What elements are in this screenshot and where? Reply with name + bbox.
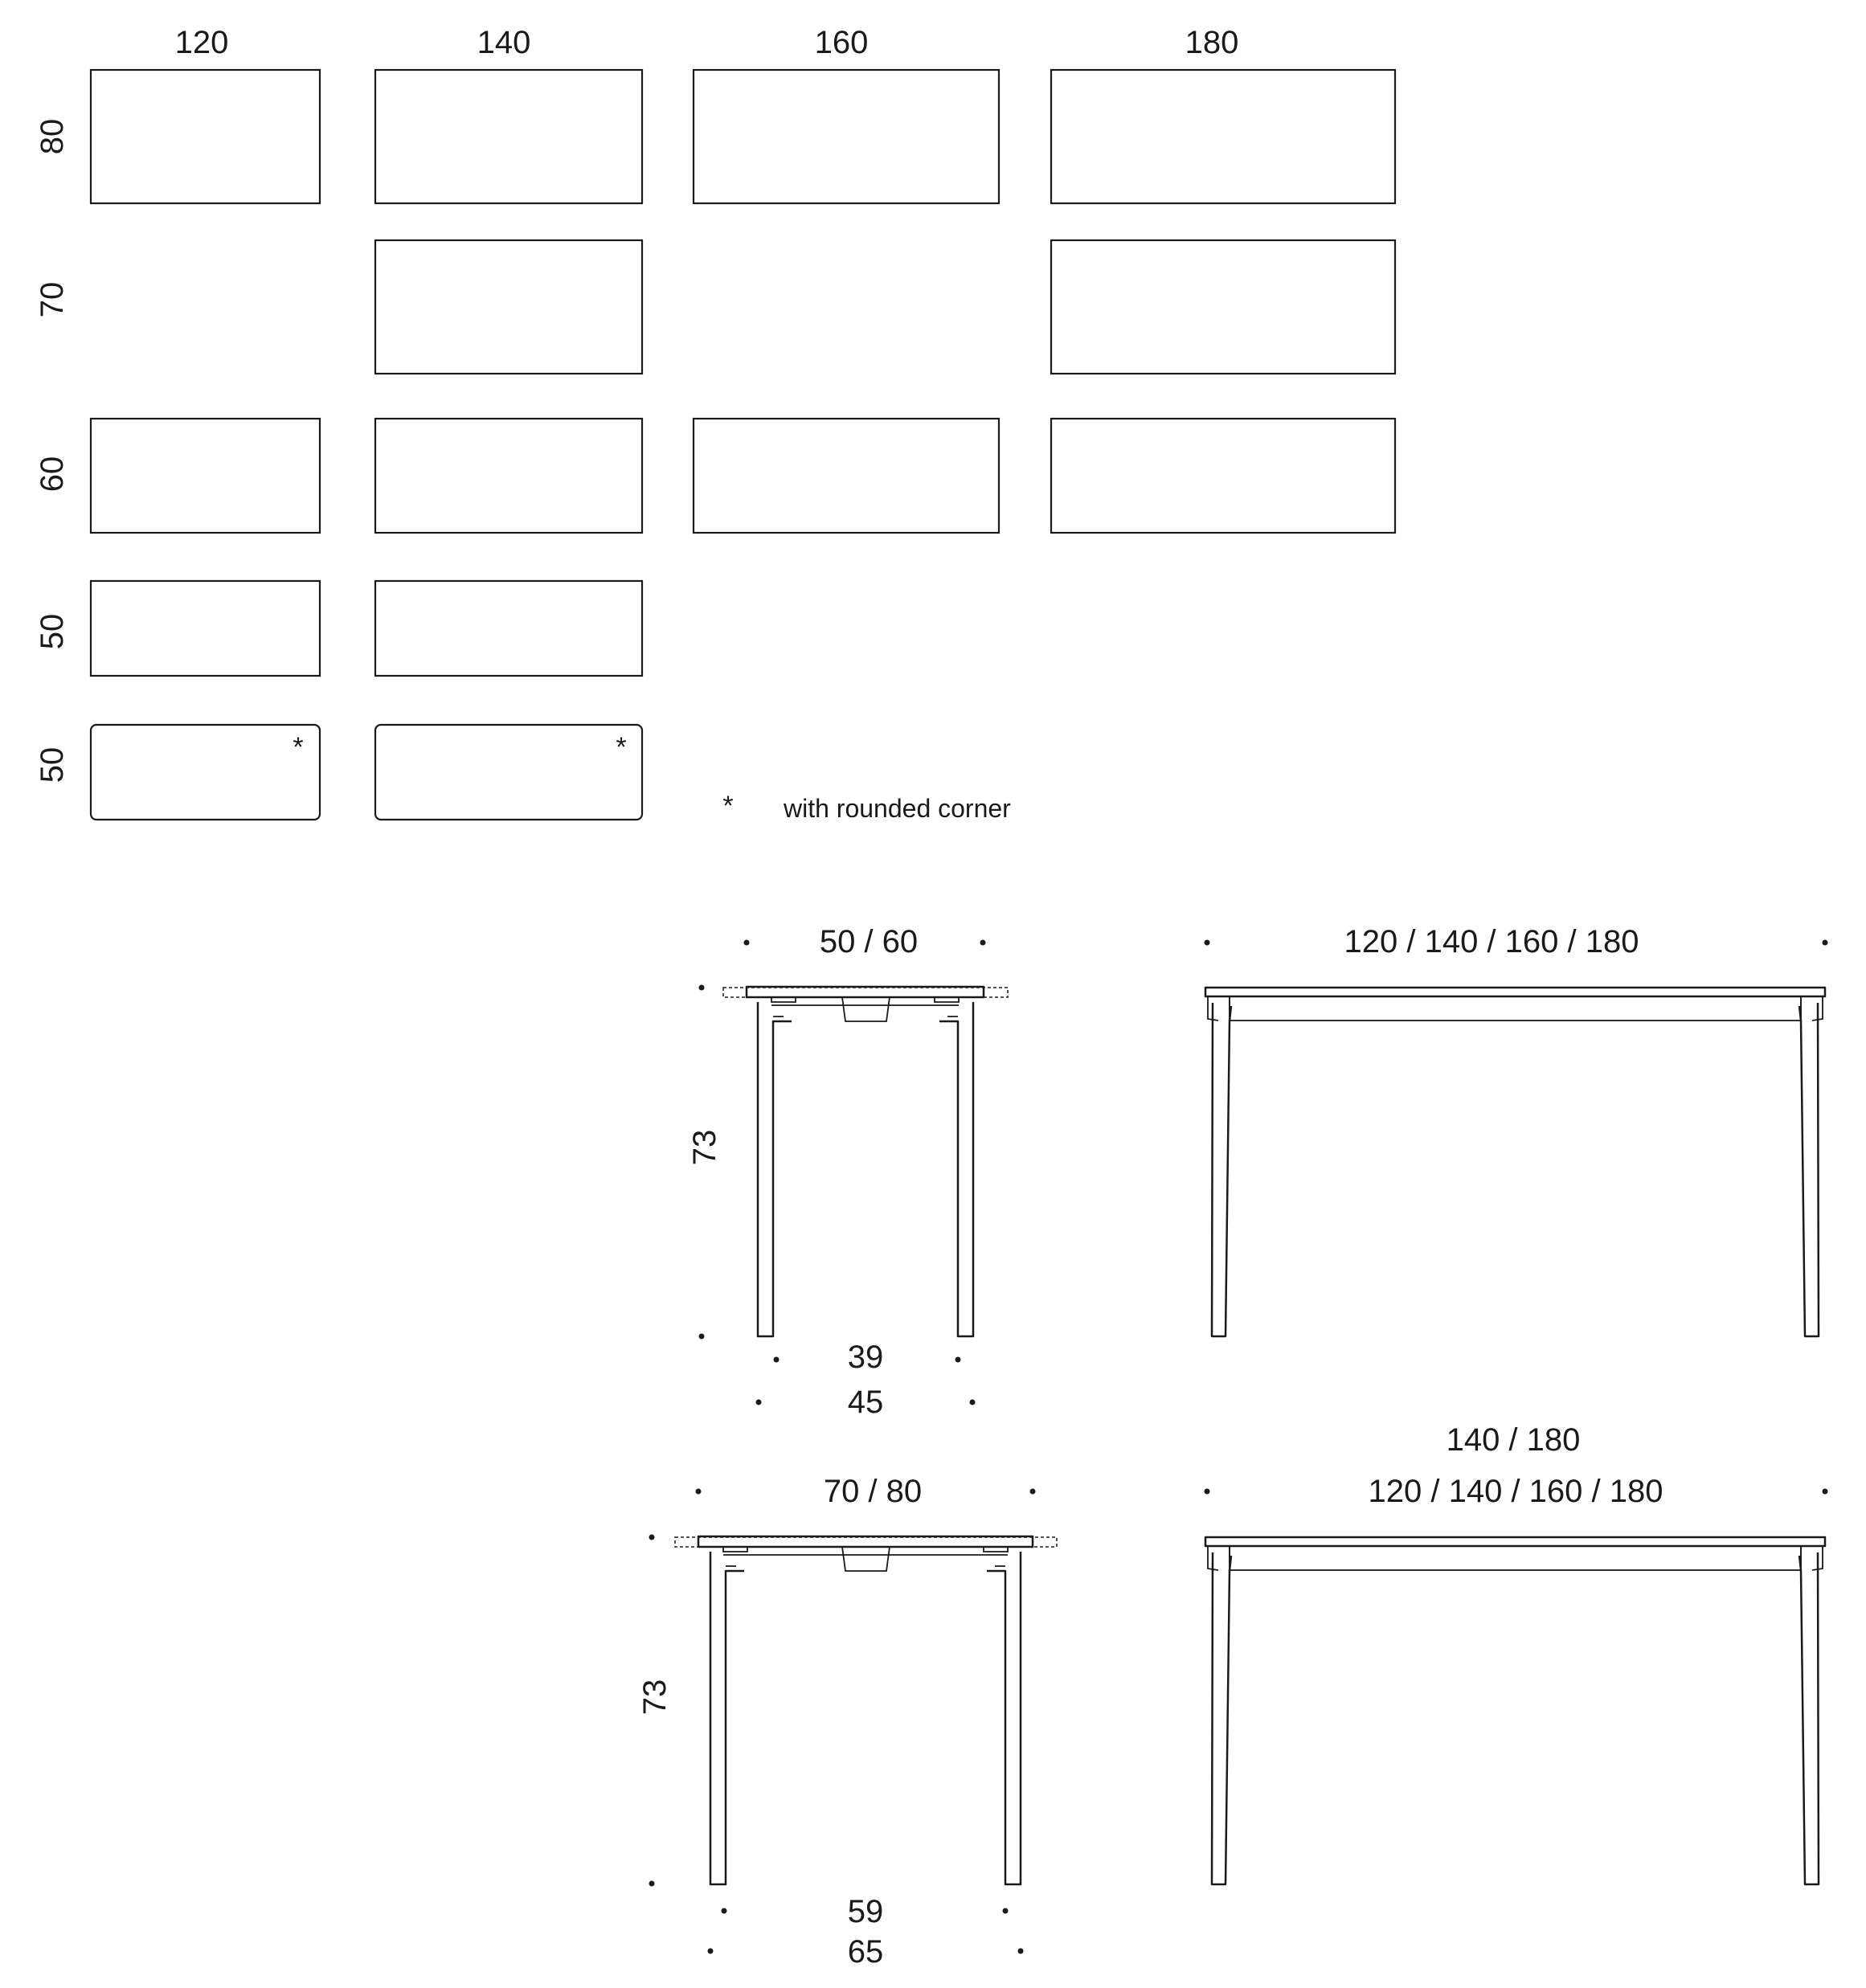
tabletop-120x60 bbox=[91, 419, 320, 533]
dim-leg-inner-small: 39 bbox=[847, 1340, 884, 1375]
width-label-140: 140 bbox=[477, 25, 531, 60]
dim-dot bbox=[1205, 1489, 1210, 1495]
depth-label-50: 50 bbox=[35, 613, 70, 650]
dim-top-width-small: 50 / 60 bbox=[819, 924, 919, 959]
dim-dot bbox=[774, 1357, 780, 1363]
dim-dot bbox=[756, 1400, 762, 1405]
dim-dot bbox=[1003, 1908, 1009, 1914]
dim-dot bbox=[744, 940, 750, 946]
dim-dot bbox=[1205, 940, 1210, 946]
depth-label-80: 80 bbox=[35, 118, 70, 155]
left-leg bbox=[758, 1002, 792, 1336]
dim-dot bbox=[722, 1908, 727, 1914]
dim-dot bbox=[649, 1881, 655, 1887]
dim-dot bbox=[970, 1400, 976, 1405]
tabletop-120x50 bbox=[91, 581, 320, 676]
dim-dot bbox=[1823, 1489, 1828, 1495]
right-corner-block bbox=[1801, 1546, 1823, 1570]
tabletop-front bbox=[1205, 988, 1825, 996]
side-elevation-small bbox=[687, 924, 1008, 1420]
tabletop-140x60 bbox=[375, 419, 642, 533]
dim-dot bbox=[699, 985, 705, 991]
tabletop-side bbox=[747, 987, 984, 997]
dim-leg-outer-large: 65 bbox=[847, 1934, 884, 1970]
tabletop-120x80 bbox=[91, 70, 320, 203]
dim-dot bbox=[1823, 940, 1828, 946]
left-leg-front bbox=[1212, 1003, 1231, 1336]
dim-height-small: 73 bbox=[687, 1129, 722, 1166]
tabletop-160x80 bbox=[694, 70, 999, 203]
right-leg bbox=[939, 1002, 973, 1336]
width-label-120: 120 bbox=[174, 25, 229, 60]
width-label-180: 180 bbox=[1185, 25, 1239, 60]
front-elevation-large bbox=[1205, 1422, 1828, 1884]
dim-dot bbox=[696, 1489, 702, 1495]
front-elevation-small bbox=[1205, 924, 1828, 1336]
width-label-160: 160 bbox=[814, 25, 869, 60]
tabletop-side bbox=[698, 1536, 1033, 1547]
dim-leg-outer-small: 45 bbox=[847, 1385, 884, 1420]
tabletop-160x60 bbox=[694, 419, 999, 533]
dim-dot bbox=[980, 940, 986, 946]
depth-label-70: 70 bbox=[35, 281, 70, 318]
dim-height-large: 73 bbox=[637, 1679, 673, 1716]
dim-top-width-large: 70 / 80 bbox=[823, 1474, 923, 1509]
apron-front bbox=[1230, 1546, 1801, 1570]
right-corner-block bbox=[1801, 996, 1823, 1021]
tabletop-front bbox=[1205, 1537, 1825, 1546]
tabletop-140x50-rounded bbox=[375, 725, 642, 820]
footnote-marker: * bbox=[722, 791, 734, 821]
left-leg bbox=[710, 1552, 744, 1884]
dim-dot bbox=[1018, 1949, 1024, 1954]
right-leg-front bbox=[1799, 1003, 1819, 1336]
center-bracket bbox=[842, 997, 890, 1021]
dim-dot bbox=[699, 1334, 705, 1340]
dim-leg-inner-large: 59 bbox=[847, 1894, 884, 1929]
right-leg bbox=[987, 1552, 1021, 1884]
tabletop-extension bbox=[675, 1537, 1057, 1547]
tabletop-140x80 bbox=[375, 70, 642, 203]
dim-length-small: 120 / 140 / 160 / 180 bbox=[1344, 924, 1639, 959]
center-bracket bbox=[842, 1547, 890, 1571]
depth-label-50-rounded: 50 bbox=[35, 747, 70, 783]
dim-dot bbox=[1030, 1489, 1036, 1495]
rounded-marker-140: * bbox=[616, 732, 627, 763]
right-leg-front bbox=[1799, 1552, 1819, 1884]
tabletop-180x60 bbox=[1051, 419, 1395, 533]
dim-dot bbox=[708, 1949, 714, 1954]
side-elevation-large bbox=[637, 1474, 1057, 1970]
left-leg-front bbox=[1212, 1552, 1231, 1884]
left-corner-block bbox=[1208, 1546, 1230, 1570]
tabletop-140x50 bbox=[375, 581, 642, 676]
depth-label-60: 60 bbox=[35, 456, 70, 493]
dim-dot bbox=[649, 1535, 655, 1540]
dim-length-large: 120 / 140 / 160 / 180 bbox=[1368, 1474, 1663, 1509]
rounded-marker-120: * bbox=[293, 732, 304, 763]
apron-front bbox=[1230, 996, 1801, 1021]
tabletop-extension bbox=[723, 988, 1008, 997]
tabletop-180x80 bbox=[1051, 70, 1395, 203]
dim-length-alt-large: 140 / 180 bbox=[1446, 1422, 1581, 1458]
tabletop-140x70 bbox=[375, 240, 642, 374]
left-corner-block bbox=[1208, 996, 1230, 1021]
footnote-text: with rounded corner bbox=[784, 794, 1011, 823]
tabletop-120x50-rounded bbox=[91, 725, 320, 820]
dim-dot bbox=[956, 1357, 961, 1363]
tabletop-180x70 bbox=[1051, 240, 1395, 374]
